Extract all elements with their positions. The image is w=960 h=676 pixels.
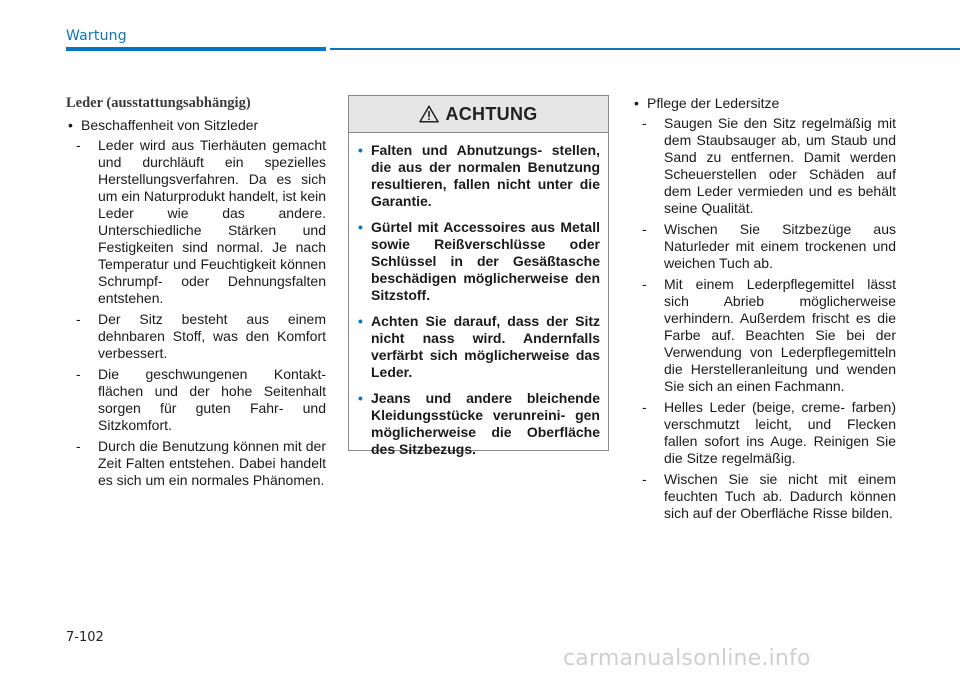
leather-heading: Leder (ausstattungsabhängig) bbox=[66, 95, 251, 111]
caution-body bbox=[349, 133, 608, 458]
caution-box bbox=[348, 95, 609, 457]
list-item: - Wischen Sie sie nicht mit einem feuchten Tuch ab. Dadurch können sich auf der Oberfläche Risse bilden. bbox=[642, 471, 896, 521]
list-item: - Helles Leder (beige, creme- farben) verschmutzt leicht, und Flecken fallen sofort ins Auge. Reinigen Sie die Sitze regelmäßig. bbox=[642, 399, 896, 466]
caution-header bbox=[349, 96, 608, 133]
list-item: - Wischen Sie Sitzbezüge aus Naturleder mit einem trockenen und weichen Tuch ab. bbox=[642, 221, 896, 271]
left-column bbox=[66, 95, 326, 493]
list-item: - Der Sitz besteht aus einem dehnbaren Stoff, was den Komfort verbessert. bbox=[76, 311, 326, 361]
list-item: - Saugen Sie den Sitz regelmäßig mit dem Staubsauger ab, um Staub und Sand zu entfernen. Damit werden Scheuerstellen oder Schäden auf dem Leder vermieden und es behält seine Qualität. bbox=[642, 115, 896, 216]
section-title: Wartung bbox=[66, 28, 127, 44]
header-rule bbox=[330, 48, 960, 50]
caution-item: • Gürtel mit Accessoires aus Metall sowie Reißverschlüsse oder Schlüssel in der Gesäßtasche beschädigen möglicherweise den Sitzstoff. bbox=[358, 219, 600, 303]
list-item: - Mit einem Lederpflegemittel lässt sich Abrieb möglicherweise verhindern. Außerdem frischt es die Farbe auf. Beachten Sie bei der Verwendung von Lederpflegemitteln die Herstelleranleitung und wenden Sie sich an einen Fachmann. bbox=[642, 276, 896, 394]
bullet-leather-care: • Pflege der Ledersitze bbox=[632, 95, 896, 112]
watermark: carmanualsonline.info bbox=[563, 646, 811, 671]
bullet-leather-properties: • Beschaffenheit von Sitzleder bbox=[66, 117, 326, 134]
caution-title: ACHTUNG bbox=[445, 103, 538, 124]
list-item: - Leder wird aus Tierhäuten gemacht und durchläuft ein spezielles Herstellungsverfahren. Da es sich um ein Naturprodukt handelt, ist kein Leder wie das andere. Unterschiedliche Stärken und Festigkeiten sind normal. Je nach Temperatur und Feuchtigkeit können Schrumpf- oder Dehnungsfalten entstehen. bbox=[76, 137, 327, 306]
list-item: - Die geschwungenen Kontakt- flächen und der hohe Seitenhalt sorgen für guten Fahr- und Sitzkomfort. bbox=[76, 366, 326, 433]
page-number: 7-102 bbox=[66, 630, 104, 645]
header-rule-accent bbox=[66, 47, 326, 51]
caution-item: • Achten Sie darauf, dass der Sitz nicht nass wird. Andernfalls verfärbt sich möglicherweise das Leder. bbox=[358, 313, 600, 380]
warning-triangle-icon bbox=[419, 105, 439, 123]
list-item: - Durch die Benutzung können mit der Zeit Falten entstehen. Dabei handelt es sich um ein normales Phänomen. bbox=[76, 438, 326, 488]
caution-item: • Falten und Abnutzungs- stellen, die aus der normalen Benutzung resultieren, fallen nicht unter die Garantie. bbox=[358, 142, 600, 209]
right-column bbox=[632, 95, 896, 526]
caution-item: • Jeans und andere bleichende Kleidungsstücke verunreini- gen möglicherweise die Oberfläche des Sitzbezugs. bbox=[358, 390, 600, 457]
